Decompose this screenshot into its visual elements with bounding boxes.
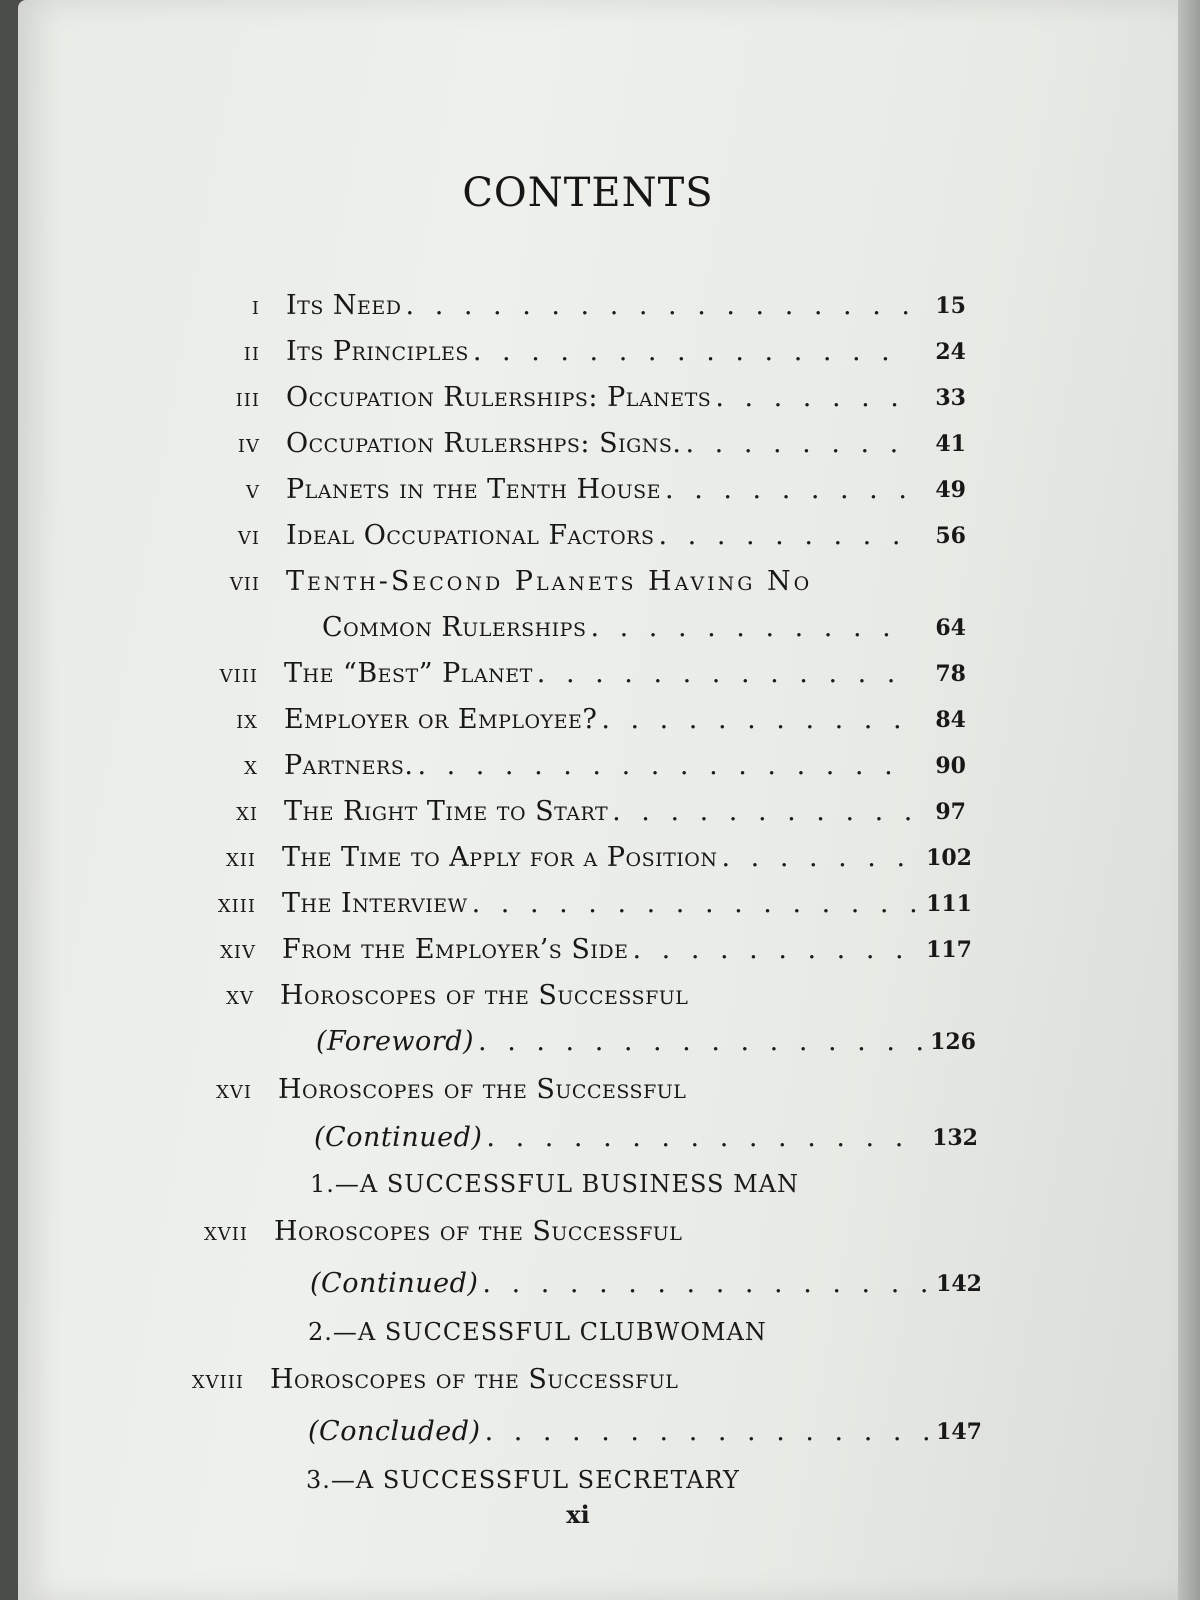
leader-dots <box>721 838 918 878</box>
chapter-title: Its Need <box>286 290 402 321</box>
leader-dots <box>473 332 912 372</box>
chapter-title: Occupation Rulerships: Planets <box>286 382 712 413</box>
leader-dots <box>659 516 913 556</box>
toc-entry-13 <box>217 884 972 924</box>
leader-dots <box>590 608 912 648</box>
toc-entry-16-continued <box>314 1118 978 1158</box>
chapter-number: ii <box>243 337 260 366</box>
page-number: 117 <box>926 937 972 963</box>
page-number: 102 <box>926 845 972 871</box>
toc-entry-14 <box>220 930 972 970</box>
toc-entry-1 <box>251 286 966 326</box>
toc-entry-16 <box>216 1070 978 1110</box>
leader-dots <box>665 470 912 510</box>
chapter-number: xii <box>225 843 256 872</box>
chapter-title: The “Best” Planet <box>284 658 533 689</box>
page-number: 33 <box>935 385 966 411</box>
leader-dots <box>537 654 912 694</box>
chapter-title: Ideal Occupational Factors <box>286 520 655 551</box>
toc-entry-18 <box>191 1360 982 1400</box>
page-number: 41 <box>935 431 966 457</box>
page-number: 84 <box>935 707 966 733</box>
page-number: 97 <box>935 799 966 825</box>
chapter-title: Employer or Employee? <box>284 704 598 735</box>
page-number: 15 <box>935 293 966 319</box>
chapter-title-continued: (Foreword) <box>316 1026 475 1057</box>
chapter-number: iv <box>237 429 260 458</box>
leader-dots <box>472 884 918 924</box>
chapter-title: Occupation Rulershps: Signs. <box>286 428 682 459</box>
chapter-title: Horoscopes of the Successful <box>280 980 689 1011</box>
chapter-number: xvii <box>203 1217 248 1246</box>
chapter-title: Horoscopes of the Successful <box>270 1364 679 1395</box>
page-number: 56 <box>935 523 966 549</box>
leader-dots <box>406 286 912 326</box>
chapter-number: x <box>244 751 258 780</box>
page-number: 49 <box>935 477 966 503</box>
chapter-number: xviii <box>191 1365 244 1394</box>
chapter-title: Tenth-Second Planets Having No <box>286 566 813 597</box>
toc-entry-11 <box>236 792 966 832</box>
leader-dots <box>478 1022 922 1062</box>
page-number: 24 <box>935 339 966 365</box>
page-number: 147 <box>936 1419 982 1445</box>
chapter-title: Planets in the Tenth House <box>286 474 662 505</box>
toc-entry-7 <box>229 562 966 602</box>
chapter-title: From the Employer’s Side <box>282 934 629 965</box>
toc-entry-8 <box>219 654 966 694</box>
leader-dots <box>486 1118 924 1158</box>
chapter-title-continued: (Continued) <box>314 1122 483 1153</box>
chapter-number: xiv <box>220 935 256 964</box>
chapter-number: viii <box>219 659 258 688</box>
chapter-number: iii <box>235 383 260 412</box>
chapter-title-continued: (Concluded) <box>308 1416 481 1447</box>
chapter-title: The Time to Apply for a Position <box>282 842 718 873</box>
toc-entry-17-continued <box>310 1264 982 1304</box>
chapter-number: vi <box>237 521 260 550</box>
book-page <box>18 0 1178 1600</box>
toc-entry-3 <box>235 378 966 418</box>
page-number: 126 <box>930 1029 976 1055</box>
chapter-number: xv <box>226 981 254 1010</box>
toc-entry-12 <box>225 838 972 878</box>
leader-dots <box>482 1264 928 1304</box>
toc-entry-9 <box>236 700 966 740</box>
section-subtitle: 3.—A SUCCESSFUL SECRETARY <box>306 1466 740 1494</box>
chapter-title: Its Principles <box>286 336 469 367</box>
chapter-number: v <box>246 475 260 504</box>
toc-entry-6 <box>237 516 966 556</box>
chapter-number: xvi <box>216 1075 252 1104</box>
chapter-title-continued: (Continued) <box>310 1268 479 1299</box>
chapter-number: i <box>251 291 260 320</box>
chapter-number: xiii <box>217 889 256 918</box>
toc-entry-15 <box>226 976 972 1016</box>
page-number: 90 <box>935 753 966 779</box>
leader-dots <box>601 700 912 740</box>
toc-entry-18-continued <box>308 1412 982 1452</box>
leader-dots <box>686 424 912 464</box>
chapter-title: Horoscopes of the Successful <box>278 1074 687 1105</box>
toc-entry-17 <box>203 1212 982 1252</box>
section-subtitle: 2.—A SUCCESSFUL CLUBWOMAN <box>308 1318 767 1346</box>
page-number: 111 <box>926 891 972 917</box>
chapter-title: Horoscopes of the Successful <box>274 1216 683 1247</box>
chapter-title: The Right Time to Start <box>284 796 609 827</box>
leader-dots <box>417 746 912 786</box>
toc-entry-2 <box>243 332 966 372</box>
toc-entry-5 <box>246 470 966 510</box>
chapter-number: ix <box>236 705 258 734</box>
toc-entry-7-continued <box>322 608 966 648</box>
page-title: CONTENTS <box>462 170 714 216</box>
leader-dots <box>485 1412 928 1452</box>
page-folio: xi <box>566 1500 590 1529</box>
leader-dots <box>633 930 919 970</box>
chapter-number: xi <box>236 797 258 826</box>
chapter-number: vii <box>229 567 260 596</box>
chapter-title: Partners. <box>284 750 414 781</box>
page-number: 78 <box>935 661 966 687</box>
toc-entry-10 <box>244 746 966 786</box>
leader-dots <box>612 792 912 832</box>
chapter-title: The Interview <box>282 888 468 919</box>
page-number: 132 <box>932 1125 978 1151</box>
chapter-title-continued: Common Rulerships <box>322 612 587 643</box>
toc-entry-15-continued <box>316 1022 976 1062</box>
section-subtitle: 1.—A SUCCESSFUL BUSINESS MAN <box>310 1170 799 1198</box>
leader-dots <box>715 378 912 418</box>
page-number: 142 <box>936 1271 982 1297</box>
page-number: 64 <box>935 615 966 641</box>
toc-entry-4 <box>237 424 966 464</box>
